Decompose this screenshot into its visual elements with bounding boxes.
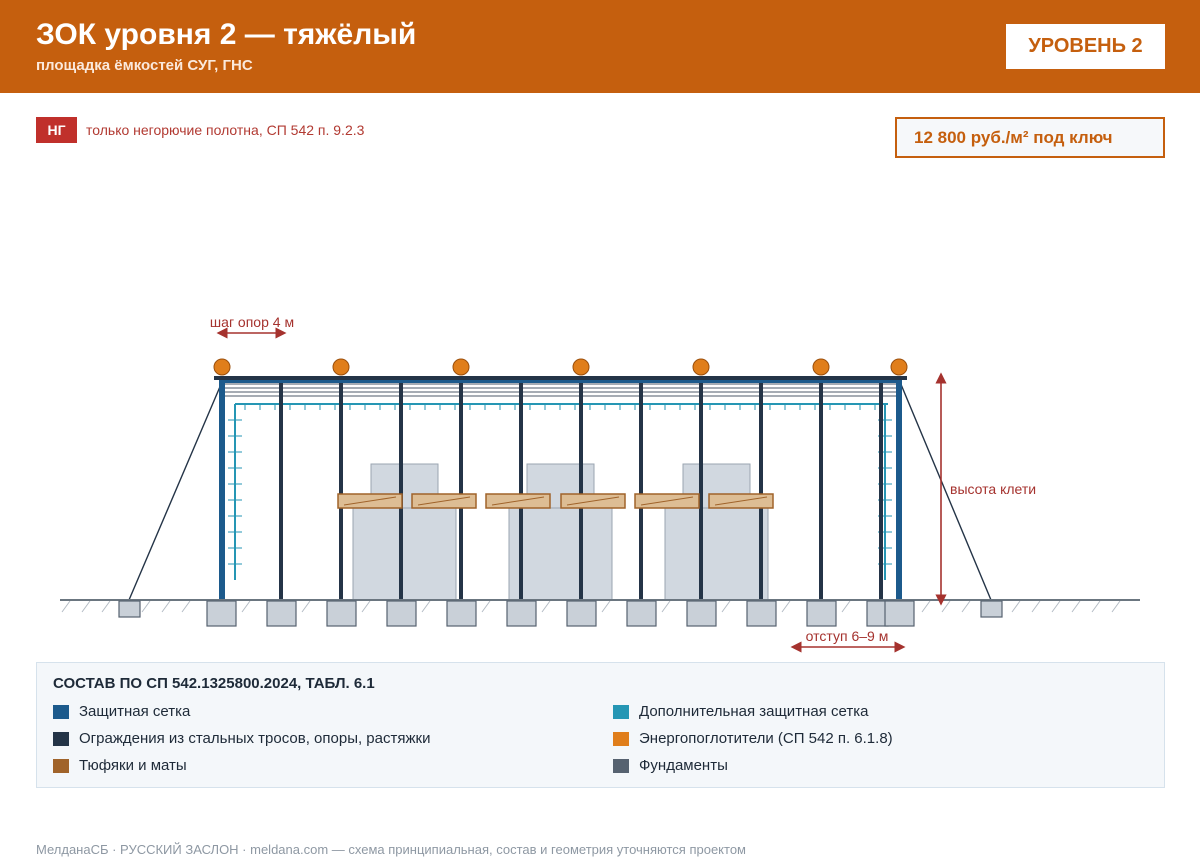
energy-absorber bbox=[214, 359, 230, 375]
foundation bbox=[627, 601, 656, 626]
foundations bbox=[119, 601, 1002, 626]
legend-item-energy-absorbers bbox=[613, 730, 893, 747]
level-badge: УРОВЕНЬ 2 bbox=[1006, 24, 1165, 69]
legend-title: СОСТАВ ПО СП 542.1325800.2024, ТАБЛ. 6.1 bbox=[53, 675, 375, 692]
top-rail bbox=[214, 376, 907, 380]
energy-absorber bbox=[453, 359, 469, 375]
energy-absorber bbox=[891, 359, 907, 375]
energy-absorbers bbox=[214, 359, 907, 375]
legend-item-label: Ограждения из стальных тросов, опоры, растяжки bbox=[79, 730, 431, 747]
tank-2-body bbox=[509, 508, 612, 600]
guy-wire-left bbox=[129, 382, 222, 600]
price-box: 12 800 руб./м² под ключ bbox=[895, 117, 1165, 158]
foundation bbox=[507, 601, 536, 626]
page-title: ЗОК уровня 2 — тяжёлый bbox=[36, 18, 417, 51]
page-subtitle: площадка ёмкостей СУГ, ГНС bbox=[36, 57, 253, 74]
foundation bbox=[327, 601, 356, 626]
energy-absorber bbox=[693, 359, 709, 375]
foundation bbox=[981, 601, 1002, 617]
legend-swatch bbox=[53, 732, 69, 746]
cage-height-label: высота клети bbox=[950, 481, 1037, 497]
legend-item-foundations bbox=[613, 757, 728, 774]
foundation bbox=[807, 601, 836, 626]
legend-item-label: Защитная сетка bbox=[79, 703, 191, 720]
legend-item-label: Дополнительная защитная сетка bbox=[639, 703, 869, 720]
legend-swatch bbox=[613, 705, 629, 719]
protective-net-left-post bbox=[219, 378, 225, 600]
foundation bbox=[747, 601, 776, 626]
energy-absorber bbox=[813, 359, 829, 375]
foundation bbox=[447, 601, 476, 626]
tank-3-body bbox=[665, 508, 768, 600]
post-spacing-label: шаг опор 4 м bbox=[209, 314, 295, 330]
foundation bbox=[687, 601, 716, 626]
steel-cables bbox=[222, 384, 900, 396]
protective-net-right-post bbox=[896, 378, 902, 600]
legend-swatch bbox=[53, 705, 69, 719]
energy-absorber bbox=[573, 359, 589, 375]
legend-item-label: Энергопоглотители (СП 542 п. 6.1.8) bbox=[639, 730, 893, 747]
legend-item-label: Фундаменты bbox=[639, 757, 728, 774]
tank-1-body bbox=[353, 508, 456, 600]
legend-swatch bbox=[613, 732, 629, 746]
legend-item-label: Тюфяки и маты bbox=[79, 757, 187, 774]
foundation bbox=[267, 601, 296, 626]
foundation bbox=[119, 601, 140, 617]
foundation bbox=[885, 601, 914, 626]
legend-panel bbox=[36, 662, 1165, 788]
ng-notice-text: только негорючие полотна, СП 542 п. 9.2.3 bbox=[86, 122, 365, 138]
foundation bbox=[567, 601, 596, 626]
legend-item-cables-posts bbox=[53, 730, 430, 747]
legend-swatch bbox=[53, 759, 69, 773]
foundation bbox=[387, 601, 416, 626]
legend-item-additional-net bbox=[613, 703, 868, 720]
legend-swatch bbox=[613, 759, 629, 773]
foundation bbox=[207, 601, 236, 626]
ng-badge: НГ bbox=[36, 117, 77, 143]
footer-note: МелданаСБ · РУССКИЙ ЗАСЛОН · meldana.com — схема принципиальная, состав и геометрия уточняются проектом bbox=[36, 842, 746, 857]
legend-item-protective-net bbox=[53, 703, 190, 720]
legend-item-mattresses bbox=[53, 757, 187, 774]
offset-label: отступ 6–9 м bbox=[805, 628, 889, 644]
lpg-tanks bbox=[353, 464, 768, 600]
energy-absorber bbox=[333, 359, 349, 375]
